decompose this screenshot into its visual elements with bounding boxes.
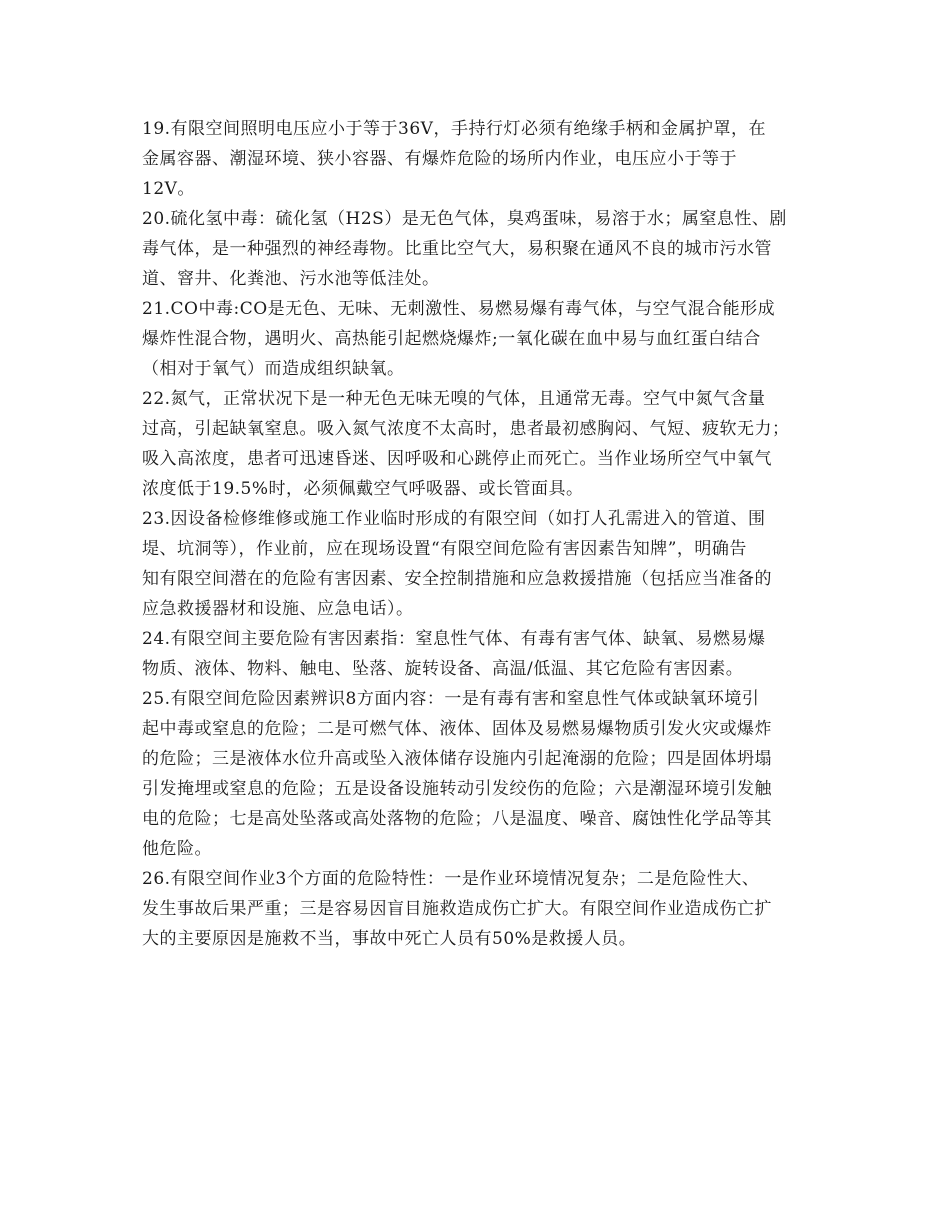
text-line: 21.CO中毒:CO是无色、无味、无刺激性、易燃易爆有毒气体，与空气混合能形成 — [142, 299, 776, 319]
text-line: 吸入高浓度，患者可迅速昏迷、因呼吸和心跳停止而死亡。当作业场所空气中氧气 — [142, 449, 772, 469]
text-line: 26.有限空间作业3个方面的危险特性：一是作业环境情况复杂；二是危险性大、 — [142, 869, 760, 889]
text-line: （相对于氧气）而造成组织缺氧。 — [142, 359, 405, 379]
text-line: 22.氮气，正常状况下是一种无色无味无嗅的气体，且通常无毒。空气中氮气含量 — [142, 389, 766, 409]
paragraph — [142, 384, 822, 504]
text-line: 毒气体，是一种强烈的神经毒物。比重比空气大，易积聚在通风不良的城市污水管 — [142, 239, 772, 259]
paragraph — [142, 684, 822, 864]
text-line: 25.有限空间危险因素辨识8方面内容：一是有毒有害和窒息性气体或缺氧环境引 — [142, 689, 760, 709]
text-line: 浓度低于19.5%时，必须佩戴空气呼吸器、或长管面具。 — [142, 479, 584, 499]
paragraph — [142, 504, 822, 624]
paragraph — [142, 294, 822, 384]
paragraph — [142, 624, 822, 684]
text-line: 发生事故后果严重；三是容易因盲目施救造成伤亡扩大。有限空间作业造成伤亡扩 — [142, 899, 772, 919]
text-line: 起中毒或窒息的危险；二是可燃气体、液体、固体及易燃易爆物质引发火灾或爆炸 — [142, 719, 772, 739]
text-line: 20.硫化氢中毒：硫化氢（H2S）是无色气体，臭鸡蛋味，易溶于水；属窒息性、剧 — [142, 209, 787, 229]
text-line: 物质、液体、物料、触电、坠落、旋转设备、高温/低温、其它危险有害因素。 — [142, 659, 744, 679]
text-line: 应急救援器材和设施、应急电话）。 — [142, 599, 414, 619]
text-line: 大的主要原因是施救不当，事故中死亡人员有50%是救援人员。 — [142, 929, 637, 949]
paragraph — [142, 864, 822, 954]
text-line: 道、窨井、化粪池、污水池等低洼处。 — [142, 269, 440, 289]
text-line: 电的危险；七是高处坠落或高处落物的危险；八是温度、噪音、腐蚀性化学品等其 — [142, 809, 772, 829]
text-line: 19.有限空间照明电压应小于等于36V，手持行灯必须有绝缘手柄和金属护罩，在 — [142, 119, 766, 139]
text-line: 爆炸性混合物，遇明火、高热能引起燃烧爆炸;一氧化碳在血中易与血红蛋白结合 — [142, 329, 761, 349]
text-line: 金属容器、潮湿环境、狭小容器、有爆炸危险的场所内作业，电压应小于等于 — [142, 149, 737, 169]
text-line: 23.因设备检修维修或施工作业临时形成的有限空间（如打人孔需进入的管道、围 — [142, 509, 766, 529]
text-line: 他危险。 — [142, 839, 212, 859]
text-line: 堤、坑洞等），作业前，应在现场设置“有限空间危险有害因素告知牌”，明确告 — [142, 539, 747, 559]
text-line: 过高，引起缺氧窒息。吸入氮气浓度不太高时，患者最初感胸闷、气短、疲软无力； — [142, 419, 790, 439]
document-page — [142, 114, 822, 954]
paragraph — [142, 204, 822, 294]
text-line: 24.有限空间主要危险有害因素指：窒息性气体、有毒有害气体、缺氧、易燃易爆 — [142, 629, 766, 649]
text-line: 引发掩埋或窒息的危险；五是设备设施转动引发绞伤的危险；六是潮湿环境引发触 — [142, 779, 772, 799]
paragraph — [142, 114, 822, 204]
text-line: 的危险；三是液体水位升高或坠入液体储存设施内引起淹溺的危险；四是固体坍塌 — [142, 749, 772, 769]
text-line: 12V。 — [142, 179, 195, 199]
text-line: 知有限空间潜在的危险有害因素、安全控制措施和应急救援措施（包括应当准备的 — [142, 569, 772, 589]
